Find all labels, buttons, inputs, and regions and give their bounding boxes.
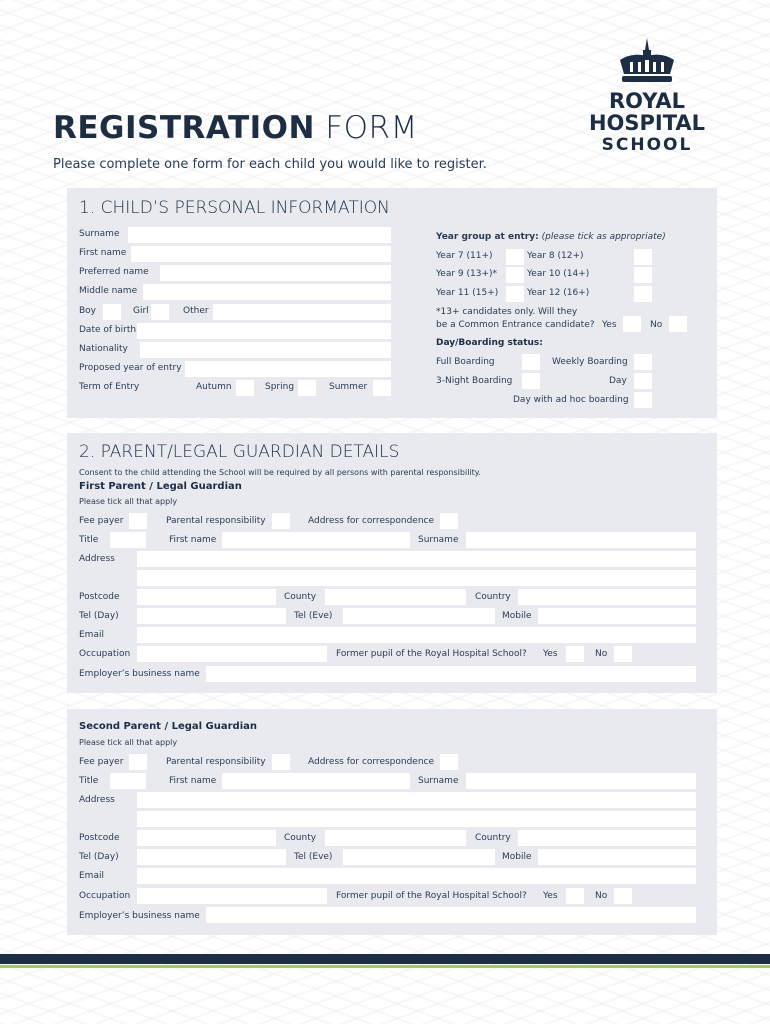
year-group-note: (please tick as appropriate) bbox=[541, 232, 666, 242]
p2-occupation-field[interactable] bbox=[137, 888, 327, 904]
title-bold: REGISTRATION bbox=[53, 110, 315, 146]
p2-county-label: County bbox=[284, 833, 317, 843]
surname-label: Surname bbox=[79, 229, 120, 239]
boy-label: Boy bbox=[79, 306, 97, 316]
p2-occupation-label: Occupation bbox=[79, 891, 131, 901]
year7-label: Year 7 (11+) bbox=[436, 251, 493, 261]
girl-checkbox[interactable] bbox=[151, 304, 169, 320]
year9-label: Year 9 (13+)* bbox=[436, 269, 498, 279]
year7-checkbox[interactable] bbox=[506, 249, 524, 265]
p1-county-field[interactable] bbox=[325, 589, 466, 605]
p1-former-pupil-no-checkbox[interactable] bbox=[614, 646, 632, 662]
p2-surname-label: Surname bbox=[418, 776, 459, 786]
nationality-field[interactable] bbox=[140, 342, 391, 358]
dob-label: Date of birth bbox=[79, 325, 137, 335]
section1-title: 1. CHILD’S PERSONAL INFORMATION bbox=[79, 198, 390, 218]
p2-title-field[interactable] bbox=[110, 773, 146, 789]
p2-mobile-field[interactable] bbox=[538, 849, 696, 865]
adhoc-boarding-checkbox[interactable] bbox=[634, 392, 652, 408]
second-parent-tick-note: Please tick all that apply bbox=[79, 738, 178, 747]
p2-county-field[interactable] bbox=[325, 830, 466, 846]
p1-mobile-label: Mobile bbox=[502, 611, 532, 621]
p1-country-label: Country bbox=[475, 592, 511, 602]
p2-employer-label: Employer’s business name bbox=[79, 911, 200, 921]
year12-checkbox[interactable] bbox=[634, 286, 652, 302]
summer-checkbox[interactable] bbox=[373, 380, 391, 396]
p1-former-pupil-yes-checkbox[interactable] bbox=[566, 646, 584, 662]
year-group-title: Year group at entry: bbox=[436, 232, 539, 242]
p1-former-pupil-yes-label: Yes bbox=[543, 649, 558, 659]
p1-surname-label: Surname bbox=[418, 535, 459, 545]
p1-employer-label: Employer’s business name bbox=[79, 669, 200, 679]
year8-checkbox[interactable] bbox=[634, 249, 652, 265]
weekly-boarding-checkbox[interactable] bbox=[634, 354, 652, 370]
first-name-label: First name bbox=[79, 248, 127, 258]
p1-email-field[interactable] bbox=[137, 627, 696, 643]
p2-first-name-field[interactable] bbox=[222, 773, 410, 789]
p1-tel-day-label: Tel (Day) bbox=[79, 611, 119, 621]
spring-checkbox[interactable] bbox=[298, 380, 316, 396]
p1-fee-payer-label: Fee payer bbox=[79, 516, 124, 526]
p2-address-correspondence-label: Address for correspondence bbox=[308, 757, 435, 767]
p2-former-pupil-no-label: No bbox=[595, 891, 608, 901]
p1-employer-field[interactable] bbox=[206, 666, 696, 682]
p2-surname-field[interactable] bbox=[466, 773, 696, 789]
p2-parental-responsibility-label: Parental responsibility bbox=[166, 757, 266, 767]
common-entrance-no-checkbox[interactable] bbox=[669, 316, 687, 332]
p1-mobile-field[interactable] bbox=[538, 608, 696, 624]
p2-former-pupil-yes-label: Yes bbox=[543, 891, 558, 901]
p2-postcode-label: Postcode bbox=[79, 833, 120, 843]
p2-former-pupil-no-checkbox[interactable] bbox=[614, 888, 632, 904]
first-name-field[interactable] bbox=[131, 246, 391, 262]
year12-label: Year 12 (16+) bbox=[527, 288, 590, 298]
other-label: Other bbox=[183, 306, 209, 316]
p2-address-label: Address bbox=[79, 795, 115, 805]
footer-green-stripe bbox=[0, 965, 770, 968]
adhoc-boarding-label: Day with ad hoc boarding bbox=[513, 395, 629, 405]
p1-occupation-label: Occupation bbox=[79, 649, 131, 659]
section-second-parent bbox=[67, 709, 717, 935]
nationality-label: Nationality bbox=[79, 344, 128, 354]
dob-field[interactable] bbox=[137, 323, 391, 339]
preferred-name-field[interactable] bbox=[160, 265, 391, 281]
school-logo bbox=[572, 36, 722, 156]
p1-postcode-label: Postcode bbox=[79, 592, 120, 602]
common-entrance-note-2: be a Common Entrance candidate? bbox=[436, 320, 595, 330]
p2-tel-day-label: Tel (Day) bbox=[79, 852, 119, 862]
middle-name-label: Middle name bbox=[79, 286, 138, 296]
common-entrance-no-label: No bbox=[650, 320, 663, 330]
p1-title-field[interactable] bbox=[110, 532, 146, 548]
boy-checkbox[interactable] bbox=[103, 304, 121, 320]
p1-former-pupil-label: Former pupil of the Royal Hospital School? bbox=[336, 649, 527, 659]
p2-former-pupil-yes-checkbox[interactable] bbox=[566, 888, 584, 904]
title-light: FORM bbox=[325, 110, 418, 146]
section2-title: 2. PARENT/LEGAL GUARDIAN DETAILS bbox=[79, 442, 400, 462]
full-boarding-label: Full Boarding bbox=[436, 357, 495, 367]
p2-address-field-1[interactable] bbox=[137, 792, 696, 808]
middle-name-field[interactable] bbox=[143, 284, 391, 300]
p2-mobile-label: Mobile bbox=[502, 852, 532, 862]
p1-email-label: Email bbox=[79, 630, 104, 640]
p1-tel-eve-label: Tel (Eve) bbox=[294, 611, 333, 621]
day-label: Day bbox=[609, 376, 627, 386]
p2-postcode-field[interactable] bbox=[137, 830, 276, 846]
autumn-checkbox[interactable] bbox=[236, 380, 254, 396]
p2-fee-payer-label: Fee payer bbox=[79, 757, 124, 767]
section-child-info bbox=[67, 188, 717, 418]
second-parent-heading: Second Parent / Legal Guardian bbox=[79, 721, 258, 732]
year10-checkbox[interactable] bbox=[634, 267, 652, 283]
page-subtitle: Please complete one form for each child you would like to register. bbox=[53, 157, 487, 172]
girl-label: Girl bbox=[133, 306, 149, 316]
year10-label: Year 10 (14+) bbox=[527, 269, 590, 279]
p1-fee-payer-checkbox[interactable] bbox=[129, 513, 147, 529]
weekly-boarding-label: Weekly Boarding bbox=[552, 357, 628, 367]
p2-tel-day-field[interactable] bbox=[137, 849, 286, 865]
p1-address-field-1[interactable] bbox=[137, 551, 696, 567]
p2-parental-responsibility-checkbox[interactable] bbox=[272, 754, 290, 770]
p1-tel-eve-field[interactable] bbox=[343, 608, 495, 624]
p2-address-field-2[interactable] bbox=[137, 811, 696, 827]
p2-former-pupil-label: Former pupil of the Royal Hospital School? bbox=[336, 891, 527, 901]
crown-ship-icon bbox=[612, 36, 682, 86]
first-parent-heading: First Parent / Legal Guardian bbox=[79, 481, 242, 492]
p1-address-correspondence-checkbox[interactable] bbox=[440, 513, 458, 529]
autumn-label: Autumn bbox=[196, 382, 232, 392]
boarding-status-title: Day/Boarding status: bbox=[436, 338, 543, 348]
p1-country-field[interactable] bbox=[518, 589, 696, 605]
full-boarding-checkbox[interactable] bbox=[522, 354, 540, 370]
term-of-entry-label: Term of Entry bbox=[79, 382, 140, 392]
p1-occupation-field[interactable] bbox=[137, 646, 327, 662]
other-field[interactable] bbox=[213, 304, 391, 320]
p2-employer-field[interactable] bbox=[206, 907, 696, 923]
p2-address-correspondence-checkbox[interactable] bbox=[440, 754, 458, 770]
year-group-heading bbox=[436, 232, 666, 242]
p1-former-pupil-no-label: No bbox=[595, 649, 608, 659]
p2-country-field[interactable] bbox=[518, 830, 696, 846]
p2-title-label: Title bbox=[79, 776, 99, 786]
p2-fee-payer-checkbox[interactable] bbox=[129, 754, 147, 770]
p2-tel-eve-field[interactable] bbox=[343, 849, 495, 865]
common-entrance-yes-label: Yes bbox=[602, 320, 617, 330]
p1-address-label: Address bbox=[79, 554, 115, 564]
three-night-boarding-label: 3-Night Boarding bbox=[436, 376, 513, 386]
day-checkbox[interactable] bbox=[634, 373, 652, 389]
p1-address-field-2[interactable] bbox=[137, 570, 696, 586]
section-first-parent bbox=[67, 433, 717, 693]
p1-parental-responsibility-label: Parental responsibility bbox=[166, 516, 266, 526]
p2-email-field[interactable] bbox=[137, 868, 696, 884]
p1-parental-responsibility-checkbox[interactable] bbox=[272, 513, 290, 529]
common-entrance-note-1: *13+ candidates only. Will they bbox=[436, 307, 578, 317]
logo-line-school: SCHOOL bbox=[601, 135, 693, 155]
year11-checkbox[interactable] bbox=[506, 286, 524, 302]
p1-county-label: County bbox=[284, 592, 317, 602]
year9-checkbox[interactable] bbox=[506, 267, 524, 283]
p1-first-name-label: First name bbox=[169, 535, 217, 545]
proposed-year-label: Proposed year of entry bbox=[79, 363, 182, 373]
footer-navy-stripe bbox=[0, 954, 770, 964]
common-entrance-yes-checkbox[interactable] bbox=[623, 316, 641, 332]
proposed-year-field[interactable] bbox=[185, 361, 391, 377]
surname-field[interactable] bbox=[128, 227, 391, 243]
p2-country-label: Country bbox=[475, 833, 511, 843]
p1-first-name-field[interactable] bbox=[222, 532, 410, 548]
logo-line-royal: ROYAL bbox=[608, 89, 686, 113]
p2-first-name-label: First name bbox=[169, 776, 217, 786]
year11-label: Year 11 (15+) bbox=[436, 288, 499, 298]
three-night-boarding-checkbox[interactable] bbox=[522, 373, 540, 389]
spring-label: Spring bbox=[265, 382, 295, 392]
p2-email-label: Email bbox=[79, 871, 104, 881]
p1-address-correspondence-label: Address for correspondence bbox=[308, 516, 435, 526]
consent-note: Consent to the child attending the School will be required by all persons with parental responsibility. bbox=[79, 468, 481, 477]
p1-title-label: Title bbox=[79, 535, 99, 545]
first-parent-tick-note: Please tick all that apply bbox=[79, 497, 178, 506]
year8-label: Year 8 (12+) bbox=[527, 251, 584, 261]
p2-tel-eve-label: Tel (Eve) bbox=[294, 852, 333, 862]
preferred-name-label: Preferred name bbox=[79, 267, 149, 277]
summer-label: Summer bbox=[329, 382, 368, 392]
p1-tel-day-field[interactable] bbox=[137, 608, 286, 624]
p1-postcode-field[interactable] bbox=[137, 589, 276, 605]
logo-line-hospital: HOSPITAL bbox=[588, 111, 706, 135]
page-title bbox=[53, 110, 418, 146]
p1-surname-field[interactable] bbox=[466, 532, 696, 548]
